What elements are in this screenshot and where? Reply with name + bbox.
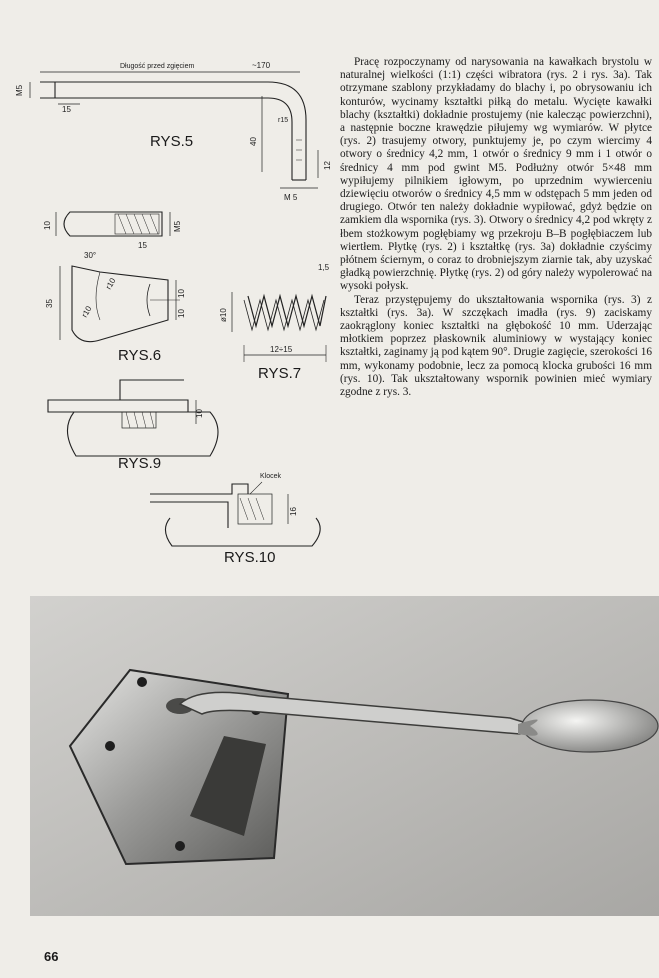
detail-dim-15: 15 xyxy=(138,241,147,250)
page-number: 66 xyxy=(44,949,59,964)
article-text xyxy=(340,56,652,399)
rys5-label: RYS.5 xyxy=(150,133,194,150)
rys6-dim-r10-bottom: r10 xyxy=(79,304,94,319)
rys5-dim-m5-bottom: M 5 xyxy=(284,193,298,202)
rys7-dim-length: 12÷15 xyxy=(270,345,293,354)
detail-dim-m5: M5 xyxy=(173,220,182,232)
detail-dim-10: 10 xyxy=(43,221,52,230)
rys6-dim-angle: 30° xyxy=(84,251,97,260)
rys6-dim-r10-top: r10 xyxy=(103,276,118,291)
rys10-dim-16: 16 xyxy=(289,507,298,516)
article-paragraph: Teraz przystępujemy do ukształtowania wspornika (rys. 3) z kształtki (rys. 3a). W szczękach imadła (rys. 9) zaciskamy zaokrąglony koniec kształtki na głębokość 10 mm. Uderzając młotkiem poprzez płaskownik aluminiowy w wystający koniec kształtki, zaginamy ją pod kątem 90°. Drugie zagięcie, szerokości 16 mm, wykonamy podobnie, lecz za pomocą klocka grubości 16 mm (rys. 10). Tak ukształtowany wspornik powinien mieć wymiary zgodne z rys. 3. xyxy=(340,293,652,399)
rys5-dim-40: 40 xyxy=(249,137,258,146)
rys6-dim-10-b: 10 xyxy=(177,309,186,318)
rys10-label: RYS.10 xyxy=(224,549,276,566)
rys10-note: Klocek xyxy=(260,473,282,480)
technical-drawings xyxy=(0,0,345,590)
rys5-dim-12: 12 xyxy=(323,161,332,170)
rys6-label: RYS.6 xyxy=(118,347,162,364)
rys6-dim-35: 35 xyxy=(45,299,54,308)
rys6-drawing xyxy=(60,266,180,342)
article-paragraph: Pracę rozpoczynamy od narysowania na kawałkach brystolu w naturalnej wielkości (1:1) części wibratora (rys. 2 i rys. 3a). Tak otrzymane szablony przykładamy do blachy i, po obrysowaniu ich konturów, wycinamy kształtki piłką do metalu. Wycięte kawałki blachy (kształtki) dokładnie prostujemy (nie kalecząc powierzchni), a następnie boczne krawędzie piłujemy wg wymiarów. W płytce (rys. 2) trasujemy otwory, punktujemy je, po czym wiercimy 4 otwory o średnicy 4,2 mm, 1 otwór o średnicy 9 mm i 1 otwór o średnicy 4 mm pod gwint M5. Podłużny otwór 5×48 mm wypiłujemy pilnikiem igłowym, po uprzednim wywierceniu dziewięciu otworów o średnicy 4,5 mm w odstępach 5 mm jeden od drugiego. Otwór ten należy dokładnie wypiłować, gdyż będzie on zamkiem dla wspornika (rys. 3). Otwory o średnicy 4,2 pod wkręty z łbem stożkowym pogłębiamy wg przekroju B–B pogłębiaczem lub wiertłem. Płytkę (rys. 2) i kształtkę (rys. 3a) dokładnie czyścimy płótnem ściernym, o coraz to drobniejszym ziarnie tak, aby uzyskać gładką powierzchnię. Płytkę (rys. 2) od góry należy wypolerować na wysoki połysk. xyxy=(340,56,652,293)
photo-svg xyxy=(30,596,659,916)
rys5-dim-m5: M5 xyxy=(15,84,24,96)
rys5-dim-15: 15 xyxy=(62,105,71,114)
rys5-note-value: ~170 xyxy=(252,61,271,70)
rys9-label: RYS.9 xyxy=(118,455,162,472)
rys5-dim-r15: r15 xyxy=(278,117,289,124)
rys6-dim-10-a: 10 xyxy=(177,289,186,298)
device-photo xyxy=(30,596,659,916)
rys9-drawing xyxy=(48,380,218,456)
rod-detail-drawing xyxy=(56,212,170,236)
drawings-svg xyxy=(0,0,345,590)
rys9-dim-10: 10 xyxy=(195,409,204,418)
rys7-dim-diameter: ø10 xyxy=(219,308,228,322)
rys7-dim-wire: 1,5 xyxy=(318,263,330,272)
rys5-drawing xyxy=(30,72,318,188)
rys5-note: Długość przed zgięciem xyxy=(120,63,195,70)
rys7-label: RYS.7 xyxy=(258,365,302,382)
